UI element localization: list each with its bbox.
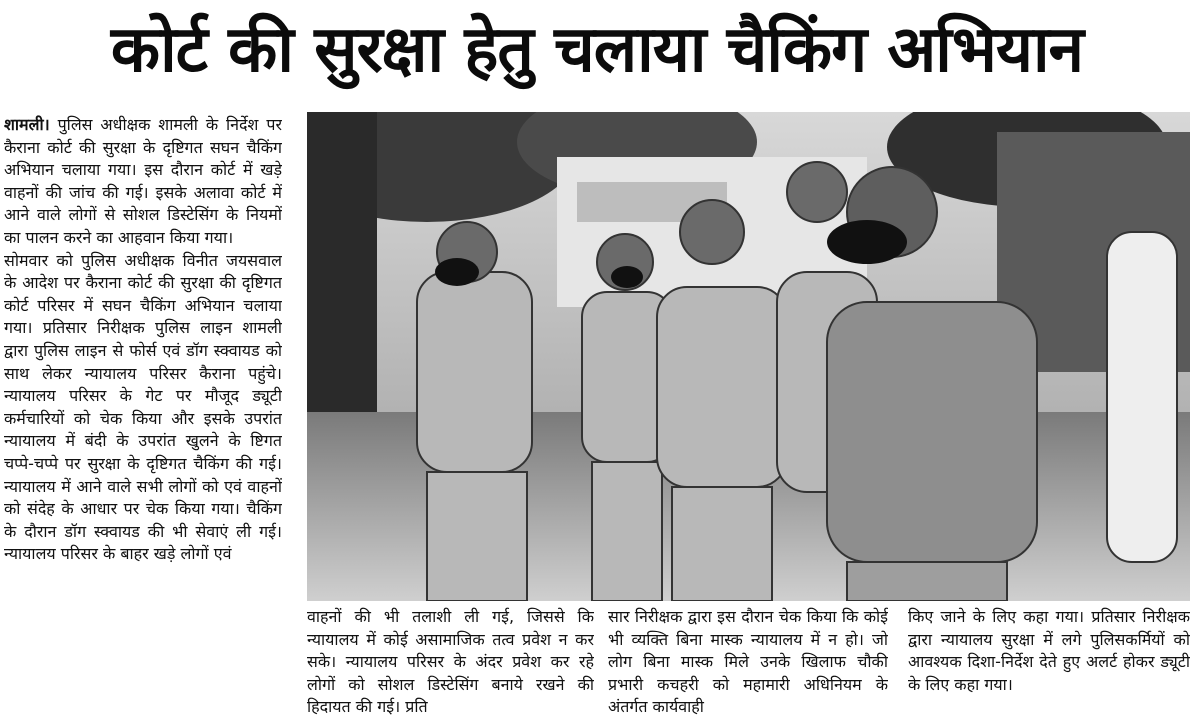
paragraph-1-text: पुलिस अधीक्षक शामली के निर्देश पर कैराना कोर्ट की सुरक्षा के दृष्टिगत सघन चैकिंग अभियान चलाया गया। इस दौरान कोर्ट में खड़े वाहनों की जांच की गई। इसके अलावा कोर्ट में आने वाले लोगों से सोशल डिस्टेसिंग के नियमों का पालन करने का आहवान किया गया। <box>4 115 282 247</box>
column-4-text: किए जाने के लिए कहा गया। प्रतिसार निरीक्षक द्वारा न्यायालय सुरक्षा में लगे पुलिसकर्मियों को आवश्यक दिशा-निर्देश देते हुए अलर्ट होकर ड्यूटी के लिए कहा गया। <box>908 607 1190 694</box>
news-photo-illustration <box>307 112 1190 601</box>
headline: कोर्ट की सुरक्षा हेतु चलाया चैकिंग अभियान <box>110 13 1084 87</box>
column-3-text: सार निरीक्षक द्वारा इस दौरान चेक किया कि कोई भी व्यक्ति बिना मास्क न्यायालय में न हो। जो लोग बिना मास्क मिले उनके खिलाफ चौकी प्रभारी कचहरी को महामारी अधिनियम के अंतर्गत कार्यवाही <box>608 607 888 717</box>
article-column-2 <box>307 606 594 720</box>
news-photo <box>307 112 1190 601</box>
column-2-text: वाहनों की भी तलाशी ली गई, जिससे कि न्यायालय में कोई असामाजिक तत्व प्रवेश न कर सके। न्यायालय परिसर के अंदर प्रवेश कर रहे लोगों को सोशल डिस्टेसिंग बनाये रखने की हिदायत की गई। प्रति <box>307 607 594 717</box>
dateline: शामली। <box>4 115 50 134</box>
article-column-3 <box>608 606 888 720</box>
article-paragraph-2: सोमवार को पुलिस अधीक्षक विनीत जयसवाल के आदेश पर कैराना कोर्ट की सुरक्षा की दृष्टिगत कोर्ट परिसर में सघन चैकिंग अभियान चलाया गया। प्रतिसार निरीक्षक पुलिस लाइन शामली द्वारा पुलिस लाइन से फोर्स एवं डॉग स्क्वायड को साथ लेकर न्यायालय परिसर कैराना पहुंचे। न्यायालय परिसर के गेट पर मौजूद ड्यूटी कर्मचारियों को चेक किया और इसके उपरांत न्यायालय में बंदी के उपरांत खुलने के ष्टिगत चप्पे-चप्पे पर सुरक्षा के दृष्टिगत चैकिंग की गई। न्यायालय में आने वाले सभी लोगों को एवं वाहनों को संदेह के आधार पर चेक किया गया। चैकिंग के दौरान डॉग स्क्वायड की भी सेवाएं ली गई। न्यायालय परिसर के बाहर खड़े लोगों एवं <box>4 250 282 564</box>
article-paragraph-1 <box>4 114 282 250</box>
article-column-4 <box>908 606 1190 720</box>
article-left-column <box>4 114 282 720</box>
